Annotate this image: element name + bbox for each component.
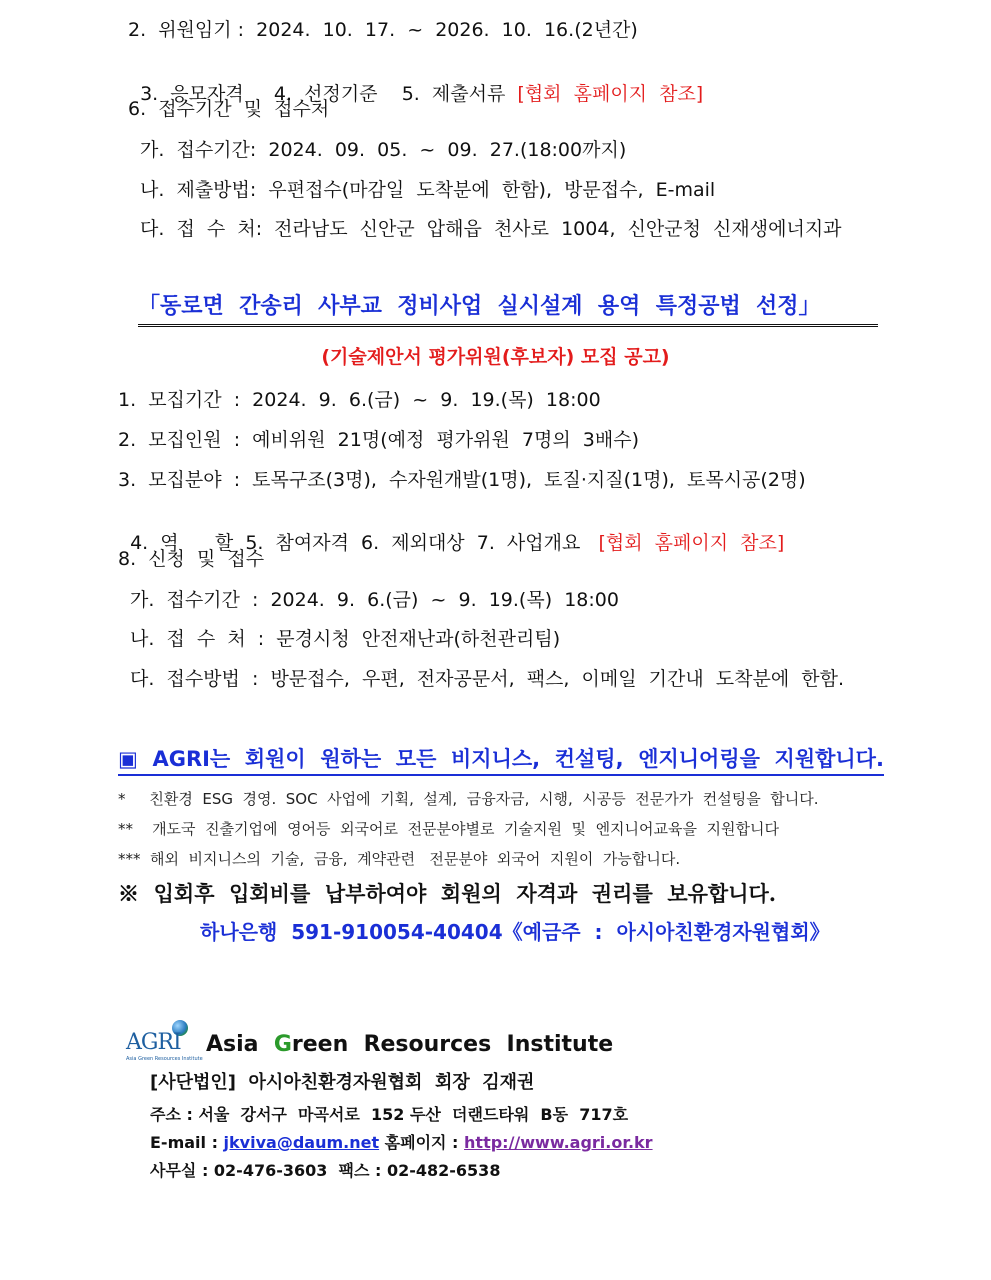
reception-place: 다. 접 수 처: 전라남도 신안군 압해읍 천사로 1004, 신안군청 신재생에너지과	[140, 218, 842, 240]
application-heading: 8. 신청 및 접수	[118, 548, 265, 570]
recruit-period: 1. 모집기간 : 2024. 9. 6.(금) ~ 9. 19.(목) 18:00	[118, 389, 601, 411]
reception-period: 가. 접수기간: 2024. 09. 05. ~ 09. 27.(18:00까지)	[140, 139, 627, 161]
notice-title: 「동로면 간송리 사부교 정비사업 실시설계 용역 특정공법 선정」	[138, 290, 878, 327]
org-en-part2: reen Resources Institute	[291, 1032, 614, 1057]
application-period: 가. 접수기간 : 2024. 9. 6.(금) ~ 9. 19.(목) 18:00	[130, 589, 619, 611]
application-method: 다. 접수방법 : 방문접수, 우편, 전자공문서, 팩스, 이메일 기간내 도착분에 한함.	[130, 668, 845, 690]
term-line: 2. 위원임기 : 2024. 10. 17. ~ 2026. 10. 16.(2년간)	[128, 19, 638, 41]
bank-account: 하나은행 591-910054-40404《예금주 : 아시아친환경자원협회》	[200, 920, 830, 944]
org-en-g: G	[273, 1032, 292, 1057]
phone-fax: 사무실 : 02-476-3603 팩스 : 02-482-6538	[150, 1161, 501, 1180]
address: 주소 : 서울 강서구 마곡서로 152 두산 더랜드타워 B동 717호	[150, 1105, 629, 1124]
application-place: 나. 접 수 처 : 문경시청 안전재난과(하천관리팀)	[130, 628, 561, 650]
homepage-link[interactable]: http://www.agri.or.kr	[464, 1133, 653, 1152]
recruit-count: 2. 모집인원 : 예비위원 21명(예정 평가위원 7명의 3배수)	[118, 429, 639, 451]
contact-line	[150, 1130, 653, 1153]
role-text: 4. 역 할 5. 참여자격 6. 제외대상 7. 사업개요	[130, 532, 599, 554]
logo-text: AGRI	[126, 1030, 181, 1055]
submission-method: 나. 제출방법: 우편접수(마감일 도착분에 한함), 방문접수, E-mail	[140, 179, 716, 201]
membership-notice: ※ 입회후 입회비를 납부하여야 회원의 자격과 권리를 보유합니다.	[118, 881, 777, 906]
reception-heading: 6. 접수기간 및 접수처	[128, 98, 330, 120]
recruit-field: 3. 모집분야 : 토목구조(3명), 수자원개발(1명), 토질·지질(1명), 토목시공(2명)	[118, 469, 806, 491]
logo-subtext: Asia Green Resources Institute	[126, 1056, 203, 1062]
bullet-1: * 친환경 ESG 경영. SOC 사업에 기획, 설계, 금융자금, 시행, 시공등 전문가가 컨설팅을 합니다.	[118, 790, 819, 808]
homepage-label: 홈페이지 :	[379, 1133, 465, 1152]
org-korean-name: [사단법인] 아시아친환경자원협회 회장 김재권	[150, 1072, 535, 1093]
homepage-ref-2: [협회 홈페이지 참조]	[598, 532, 785, 554]
bullet-3: *** 해외 비지니스의 기술, 금융, 계약관련 전문분야 외국어 지원이 가능합니다.	[118, 850, 681, 868]
bullet-2: ** 개도국 진출기업에 영어등 외국어로 전문분야별로 기술지원 및 엔지니어교육을 지원합니다	[118, 820, 779, 838]
notice-subtitle: (기술제안서 평가위원(후보자) 모집 공고)	[321, 346, 670, 368]
agri-logo	[126, 1018, 203, 1062]
homepage-ref: [협회 홈페이지 참조]	[517, 83, 704, 105]
qualification-text: 3. 응모자격 4. 선정기준 5. 제출서류	[140, 83, 518, 105]
email-label: E-mail :	[150, 1133, 224, 1152]
org-english-name	[206, 1032, 613, 1057]
email-link[interactable]: jkviva@daum.net	[223, 1133, 380, 1152]
org-en-part1: Asia	[206, 1032, 274, 1057]
agri-banner: ▣ AGRI는 회원이 원하는 모든 비지니스, 컨설팅, 엔지니어링을 지원합니다.	[118, 744, 884, 776]
